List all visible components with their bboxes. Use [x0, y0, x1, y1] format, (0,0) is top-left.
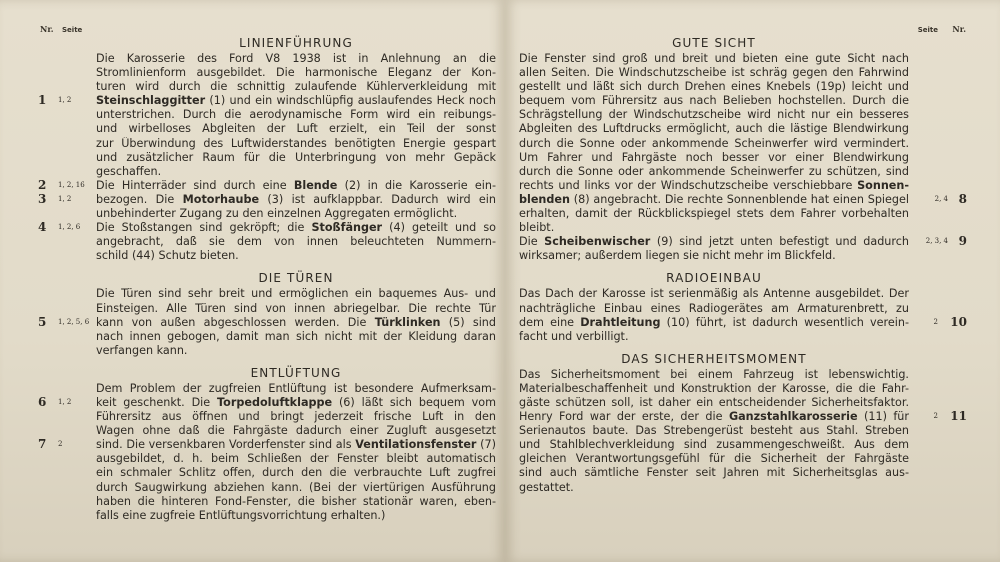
left-page-column-header [40, 24, 82, 34]
text-line: blenden (8) angebracht. Die rechte Sonnenblende hat einen Spiegel [519, 192, 909, 206]
reference-number: 6 [38, 394, 47, 409]
reference-pages: 1, 2 [58, 397, 72, 406]
text-line: Um Fahrer und Fahrgäste noch besser vor einer Blendwirkung [519, 150, 909, 164]
text-line: Die Karosserie des Ford V8 1938 ist in Anlehnung an die [96, 52, 496, 65]
text-line: rechts und links vor der Windschutzscheibe verschiebbare Sonnen- [519, 178, 909, 192]
text-line: Serienautos baute. Das Strebengerüst besteht aus Stahl. Streben [519, 424, 909, 438]
section-heading: RADIOEINBAU [666, 271, 762, 286]
margin-reference [0, 220, 1000, 234]
reference-number: 7 [38, 437, 47, 452]
section-heading: DIE TÜREN [258, 271, 334, 286]
margin-reference [0, 234, 1000, 248]
text-line: Die Stoßstangen sind gekröpft; die Stoßfänger (4) geteilt und so [96, 221, 496, 235]
reference-pages: 2 [933, 317, 938, 326]
text-line: zur Überwindung des Luftwiderstandes benötigten Energie gespart [96, 136, 496, 150]
text-line: falls eine zugfreie Entlüftungsvorrichtung erhalten.) [96, 508, 386, 522]
margin-reference [0, 178, 1000, 192]
text-line: unbehinderter Zugang zu den einzelnen Aggregaten ermöglicht. [96, 207, 458, 221]
text-line: gestattet. [519, 480, 574, 494]
reference-pages: 1, 2, 5, 6 [58, 317, 90, 326]
reference-number: 2 [38, 177, 47, 192]
text-line: angebracht, daß sie dem von innen beleuchteten Nummern- [96, 235, 496, 249]
reference-number: 3 [38, 191, 47, 206]
reference-pages: 1, 2, 16 [58, 180, 85, 189]
text-line: ein schmaler Schlitz offen, durch den die verbrauchte Luft zugfrei [96, 466, 496, 480]
reference-pages: 2, 3, 4 [925, 237, 948, 246]
text-line: geschaffen. [96, 164, 162, 178]
seite-label: Seite [62, 26, 83, 34]
reference-number: 1 [38, 93, 47, 108]
text-line: durch die Sonne oder ankommende Scheinwerfer zu schützen, sind [519, 164, 909, 178]
text-line: bequem vom Führersitz aus nach Belieben hochstellen. Durch die [519, 94, 909, 108]
text-line: Henry Ford war der erste, der die Ganzstahlkarosserie (11) für [519, 410, 909, 424]
text-line: haben die hinteren Fond-Fenster, die bisher stationär waren, eben- [96, 494, 496, 508]
section-heading: ENTLÜFTUNG [250, 365, 342, 380]
text-line: Das Sicherheitsmoment bei einem Fahrzeug ist lebenswichtig. [519, 367, 909, 381]
text-line: und zusätzlicher Raum für die Unterbringung von mehr Gepäck [96, 150, 496, 164]
margin-reference [0, 315, 1000, 329]
reference-number: 4 [38, 220, 47, 235]
text-line: Stromlinienform ausgebildet. Die harmonische Eleganz der Kon- [96, 66, 496, 80]
reference-pages: 2 [933, 412, 938, 421]
text-line: gleichen Verantwortungsgefühl für die Sicherheit der Fahrgäste [519, 452, 909, 466]
text-line: kann von außen abgeschlossen werden. Die Türklinken (5) sind [96, 315, 496, 329]
text-line: durch die Sonne oder ankommende Scheinwerfer wird vermindert. [519, 136, 909, 150]
text-line: wirksamer; außerdem liegen sie nicht mehr im Blickfeld. [519, 249, 836, 263]
text-line: Führersitz aus öffnen und bringt jederzeit frische Luft in den [96, 410, 496, 424]
text-line: Dem Problem der zugfreien Entlüftung ist besondere Aufmerksam- [96, 381, 496, 395]
margin-reference [0, 437, 1000, 451]
text-line: Einsteigen. Alle Türen sind von innen abriegelbar. Die rechte Tür [96, 301, 496, 315]
text-line: Die Fenster sind groß und breit und bieten eine gute Sicht nach [519, 52, 909, 65]
text-line: Die Scheibenwischer (9) sind jetzt unten befestigt und dadurch [519, 235, 909, 249]
text-line: erhalten, damit der Rückblickspiegel stets dem Fahrer vorbehalten [519, 207, 909, 221]
nr-label: Nr. [40, 24, 54, 34]
text-line: Schrägstellung der Windschutzscheibe wird nicht nur ein besseres [519, 108, 909, 122]
text-line: durch Saugwirkung abziehen kann. (Bei der viertürigen Ausführung [96, 480, 496, 494]
text-line: und wirbelloses Abgleiten der Luft erzielt, ein Teil der sonst [96, 122, 496, 136]
text-line: bleibt. [519, 221, 555, 235]
text-line: Die Hinterräder sind durch eine Blende (2) in die Karosserie ein- [96, 178, 496, 192]
margin-reference [0, 395, 1000, 409]
margin-reference [0, 192, 1000, 206]
text-line: schild (44) Schutz bieten. [96, 249, 239, 263]
reference-number: 5 [38, 314, 47, 329]
reference-number: 11 [950, 409, 967, 424]
reference-number: 10 [950, 314, 967, 329]
seite-label: Seite [917, 26, 938, 34]
text-line: Abgleiten des Luftdrucks ermöglicht, auch die lästige Blendwirkung [519, 122, 909, 136]
text-line: dem eine Drahtleitung (10) führt, ist dadurch wesentlich verein- [519, 315, 909, 329]
text-line: Wagen ohne daß die Fahrgäste dadurch einer Zugluft ausgesetzt [96, 424, 496, 438]
text-line: allen Seiten. Die Windschutzscheibe ist schräg gegen den Fahrwind [519, 66, 909, 80]
text-line: sind. Die versenkbaren Vorderfenster sind als Ventilationsfenster (7) [96, 438, 496, 452]
text-line: bezogen. Die Motorhaube (3) ist aufklappbar. Dadurch wird ein [96, 192, 496, 206]
text-line: ausgebildet, d. h. beim Schließen der Fenster bleibt automatisch [96, 452, 496, 466]
reference-pages: 1, 2, 6 [58, 223, 81, 232]
text-line: gestellt und läßt sich durch Drehen eines Knebels (19p) leicht und [519, 80, 909, 94]
text-line: verfangen kann. [96, 343, 188, 357]
text-line: sind auch sämtliche Fenster seit Jahren mit Sicherheitsglas aus- [519, 466, 909, 480]
section-heading: LINIENFÜHRUNG [239, 36, 353, 50]
reference-number: 9 [958, 234, 967, 249]
text-line: turen wird durch die schnittig zulaufende Kühlerverkleidung mit [96, 80, 496, 94]
text-line: Das Dach der Karosse ist serienmäßig als Antenne ausgebildet. Der [519, 287, 909, 301]
reference-number: 8 [958, 191, 967, 206]
text-line: gäste schützen soll, ist daher ein entscheidender Sicherheitsfaktor. [519, 395, 909, 409]
text-line: Steinschlaggitter (1) und ein windschlüpfig auslaufendes Heck noch [96, 94, 496, 108]
text-line: unterstrichen. Durch die aerodynamische Form wird ein reibungs- [96, 108, 496, 122]
text-line: Die Türen sind sehr breit und ermöglichen ein baquemes Aus- und [96, 287, 496, 301]
text-line: nachträgliche Einbau eines Radiogerätes am Armaturenbrett, zu [519, 301, 909, 315]
margin-reference [0, 409, 1000, 423]
nr-label: Nr. [952, 24, 966, 34]
reference-pages: 1, 2 [58, 96, 72, 105]
section-heading: GUTE SICHT [672, 36, 756, 50]
text-line: facht und verbilligt. [519, 329, 629, 343]
text-line: Materialbeschaffenheit und Konstruktion der Karosse, die die Fahr- [519, 381, 909, 395]
text-line: nach innen gebogen, damit man sich nicht mit der Kleidung daran [96, 329, 496, 343]
text-line: keit geschenkt. Die Torpedoluftklappe (6) läßt sich bequem vom [96, 395, 496, 409]
right-page-column-header [918, 24, 972, 34]
margin-reference [0, 93, 1000, 107]
reference-pages: 2, 4 [934, 194, 948, 203]
section-heading: DAS SICHERHEITSMOMENT [621, 351, 807, 366]
reference-pages: 1, 2 [58, 194, 72, 203]
text-line: und Stahlblechverkleidung sind zusammengeschweißt. Aus dem [519, 438, 909, 452]
reference-pages: 2 [58, 440, 63, 449]
